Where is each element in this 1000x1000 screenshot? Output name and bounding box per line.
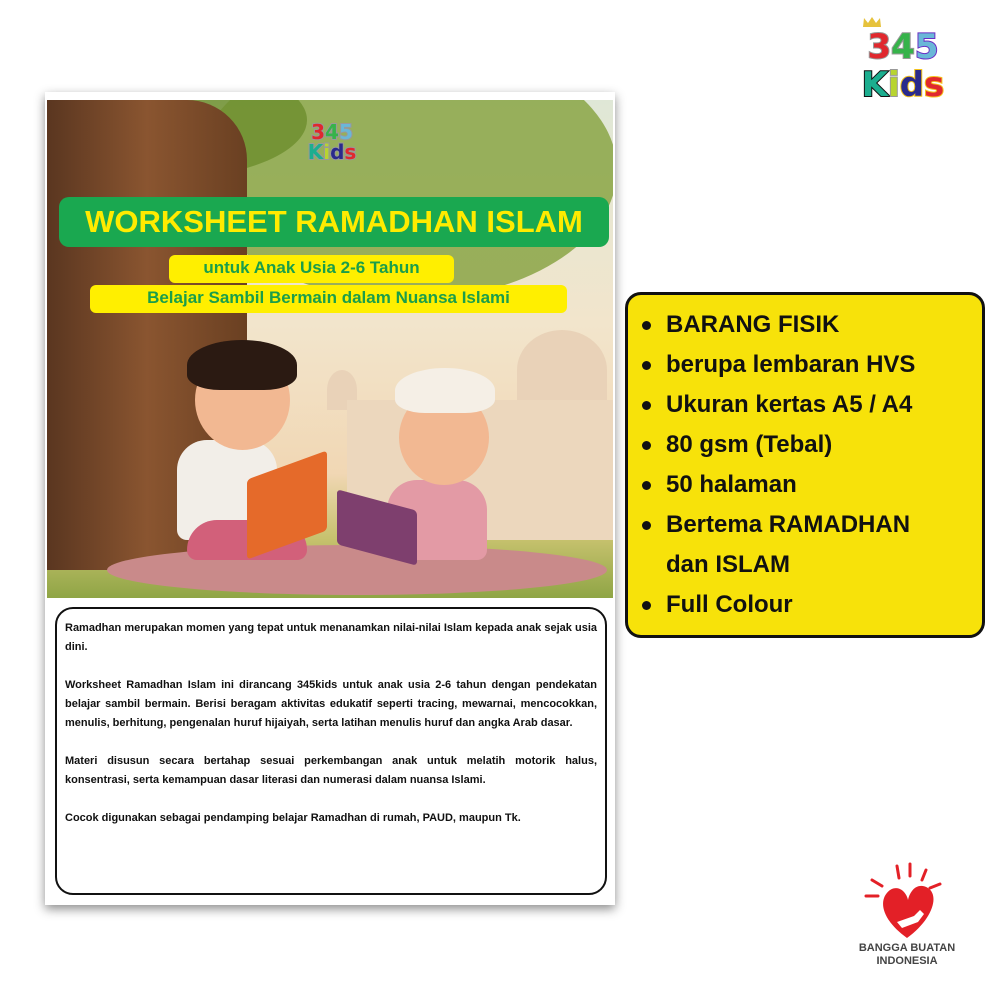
description-paragraph: Worksheet Ramadhan Islam ini dirancang 345kids untuk anak usia 2-6 tahun dengan pendekatan belajar sambil bermain. Berisi beragam aktivitas edukatif seperti tracing, mewarnai, mencocokkan, menulis, berhitung, pengenalan huruf hijaiyah, serta latihan menulis huruf dan angka Arab dasar. bbox=[65, 679, 597, 729]
bullet-icon bbox=[642, 401, 651, 410]
feature-item: 80 gsm (Tebal) bbox=[642, 425, 972, 465]
bangga-buatan-indonesia-badge bbox=[852, 860, 962, 975]
bullet-icon bbox=[642, 521, 651, 530]
description-paragraph: Materi disusun secara bertahap sesuai perkembangan anak untuk melatih motorik halus, konsentrasi, serta kemampuan dasar literasi dan numerasi dalam nuansa Islami. bbox=[65, 755, 597, 786]
description-box bbox=[55, 607, 607, 895]
logo-word: Kids bbox=[861, 65, 945, 105]
bullet-icon bbox=[642, 361, 651, 370]
cover-subtitle-tagline: Belajar Sambil Bermain dalam Nuansa Islami bbox=[90, 285, 567, 313]
picnic-mat bbox=[107, 545, 607, 595]
feature-item: Full Colour bbox=[642, 585, 972, 625]
heart-icon bbox=[852, 860, 962, 940]
badge-text-line-2: INDONESIA bbox=[876, 955, 938, 967]
cover-illustration bbox=[47, 100, 613, 598]
bullet-icon bbox=[642, 481, 651, 490]
description-paragraph: Ramadhan merupakan momen yang tepat untuk menanamkan nilai-nilai Islam kepada anak sejak usia dini. bbox=[65, 622, 597, 653]
brand-logo bbox=[858, 27, 948, 105]
bullet-icon bbox=[642, 601, 651, 610]
cover-title: WORKSHEET RAMADHAN ISLAM bbox=[59, 197, 609, 247]
product-cover-card bbox=[45, 92, 615, 905]
crown-icon bbox=[862, 16, 882, 28]
feature-item: BARANG FISIK bbox=[642, 305, 972, 345]
logo-numbers: 345 bbox=[867, 27, 939, 67]
feature-item: Bertema RAMADHAN bbox=[642, 505, 972, 545]
cover-logo: 345 Kids bbox=[307, 120, 357, 164]
features-box bbox=[625, 292, 985, 638]
bullet-icon bbox=[642, 321, 651, 330]
feature-item-continued: dan ISLAM bbox=[666, 551, 790, 578]
bullet-icon bbox=[642, 441, 651, 450]
badge-text-line-1: BANGGA BUATAN bbox=[858, 942, 956, 954]
description-paragraph: Cocok digunakan sebagai pendamping belajar Ramadhan di rumah, PAUD, maupun Tk. bbox=[65, 812, 521, 824]
feature-item: berupa lembaran HVS bbox=[642, 345, 972, 385]
feature-item: Ukuran kertas A5 / A4 bbox=[642, 385, 972, 425]
feature-item: 50 halaman bbox=[642, 465, 972, 505]
cover-subtitle-age: untuk Anak Usia 2-6 Tahun bbox=[169, 255, 454, 283]
